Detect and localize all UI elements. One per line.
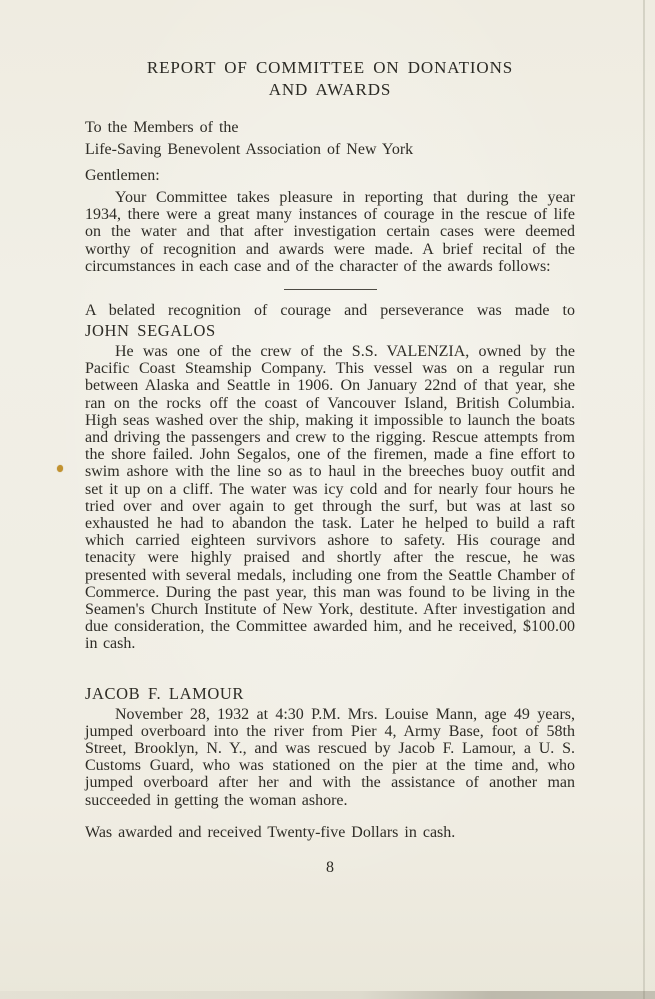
foxing-speck [57, 465, 63, 472]
awardee-name-lamour: JACOB F. LAMOUR [85, 683, 244, 703]
lamour-award-line: Was awarded and received Twenty-five Dollars in cash. [85, 823, 456, 841]
address-line-1: To the Members of the [85, 119, 239, 136]
section-jacob-lamour [85, 684, 575, 843]
page-title-line-2: AND AWARDS [268, 80, 392, 99]
section-lead-in: A belated recognition of courage and perseverance was made to [85, 302, 575, 320]
section-divider-rule [284, 289, 377, 290]
scan-bottom-shadow [0, 991, 655, 999]
page-content [85, 0, 575, 878]
segalos-paragraph: He was one of the crew of the S.S. VALENZIA, owned by the Pacific Coast Steamship Company. This vessel was on a regular run between Alaska and Seattle in 1906. On January 22nd of that year, she ran on the rocks off the coast of Vancouver Island, British Columbia. High seas washed over the ship, making it impossible to launch the boats and driving the passengers and crew to the rigging. Rescue attempts from the shore failed. John Segalos, one of the firemen, made a fine effort to swim ashore with the line so as to haul in the breeches buoy outfit and set it up on a cliff. The water was icy cold and for nearly four hours he tried over and over again to get through the surf, but was at last so exhausted he had to abandon the task. Later he helped to build a raft which carried eighteen survivors ashore to safety. His courage and tenacity were highly praised and shortly after the rescue, he was presented with several medals, including one from the Seattle Chamber of Commerce. During the past year, this man was found to be living in the Seamen's Church Institute of New York, destitute. After investigation and due consideration, the Committee awarded him, and he received, $100.00 in cash. [85, 343, 575, 653]
page-title-line-1: REPORT OF COMMITTEE ON DONATIONS [146, 58, 514, 77]
intro-paragraph: Your Committee takes pleasure in reporting that during the year 1934, there were a great many instances of courage in the rescue of life on the water and that after investigation certain cases were deemed worthy of recognition and awards were made. A brief recital of the circumstances in each case and of the character of the awards follows: [85, 189, 575, 275]
page-number: 8 [326, 858, 334, 876]
page-title [85, 57, 575, 101]
salutation: Gentlemen: [85, 167, 160, 184]
lamour-paragraph: November 28, 1932 at 4:30 P.M. Mrs. Louise Mann, age 49 years, jumped overboard into the river from Pier 4, Army Base, foot of 58th Street, Brooklyn, N. Y., and was rescued by Jacob F. Lamour, a U. S. Customs Guard, who was stationed on the pier at the time and, who jumped overboard after her and with the assistance of another man succeeded in getting the woman ashore. [85, 705, 575, 809]
page-edge-line [643, 0, 645, 999]
address-block [85, 117, 575, 161]
section-john-segalos [85, 302, 575, 653]
awardee-name-segalos: JOHN SEGALOS [85, 321, 216, 341]
address-line-2: Life-Saving Benevolent Association of New York [85, 141, 414, 158]
